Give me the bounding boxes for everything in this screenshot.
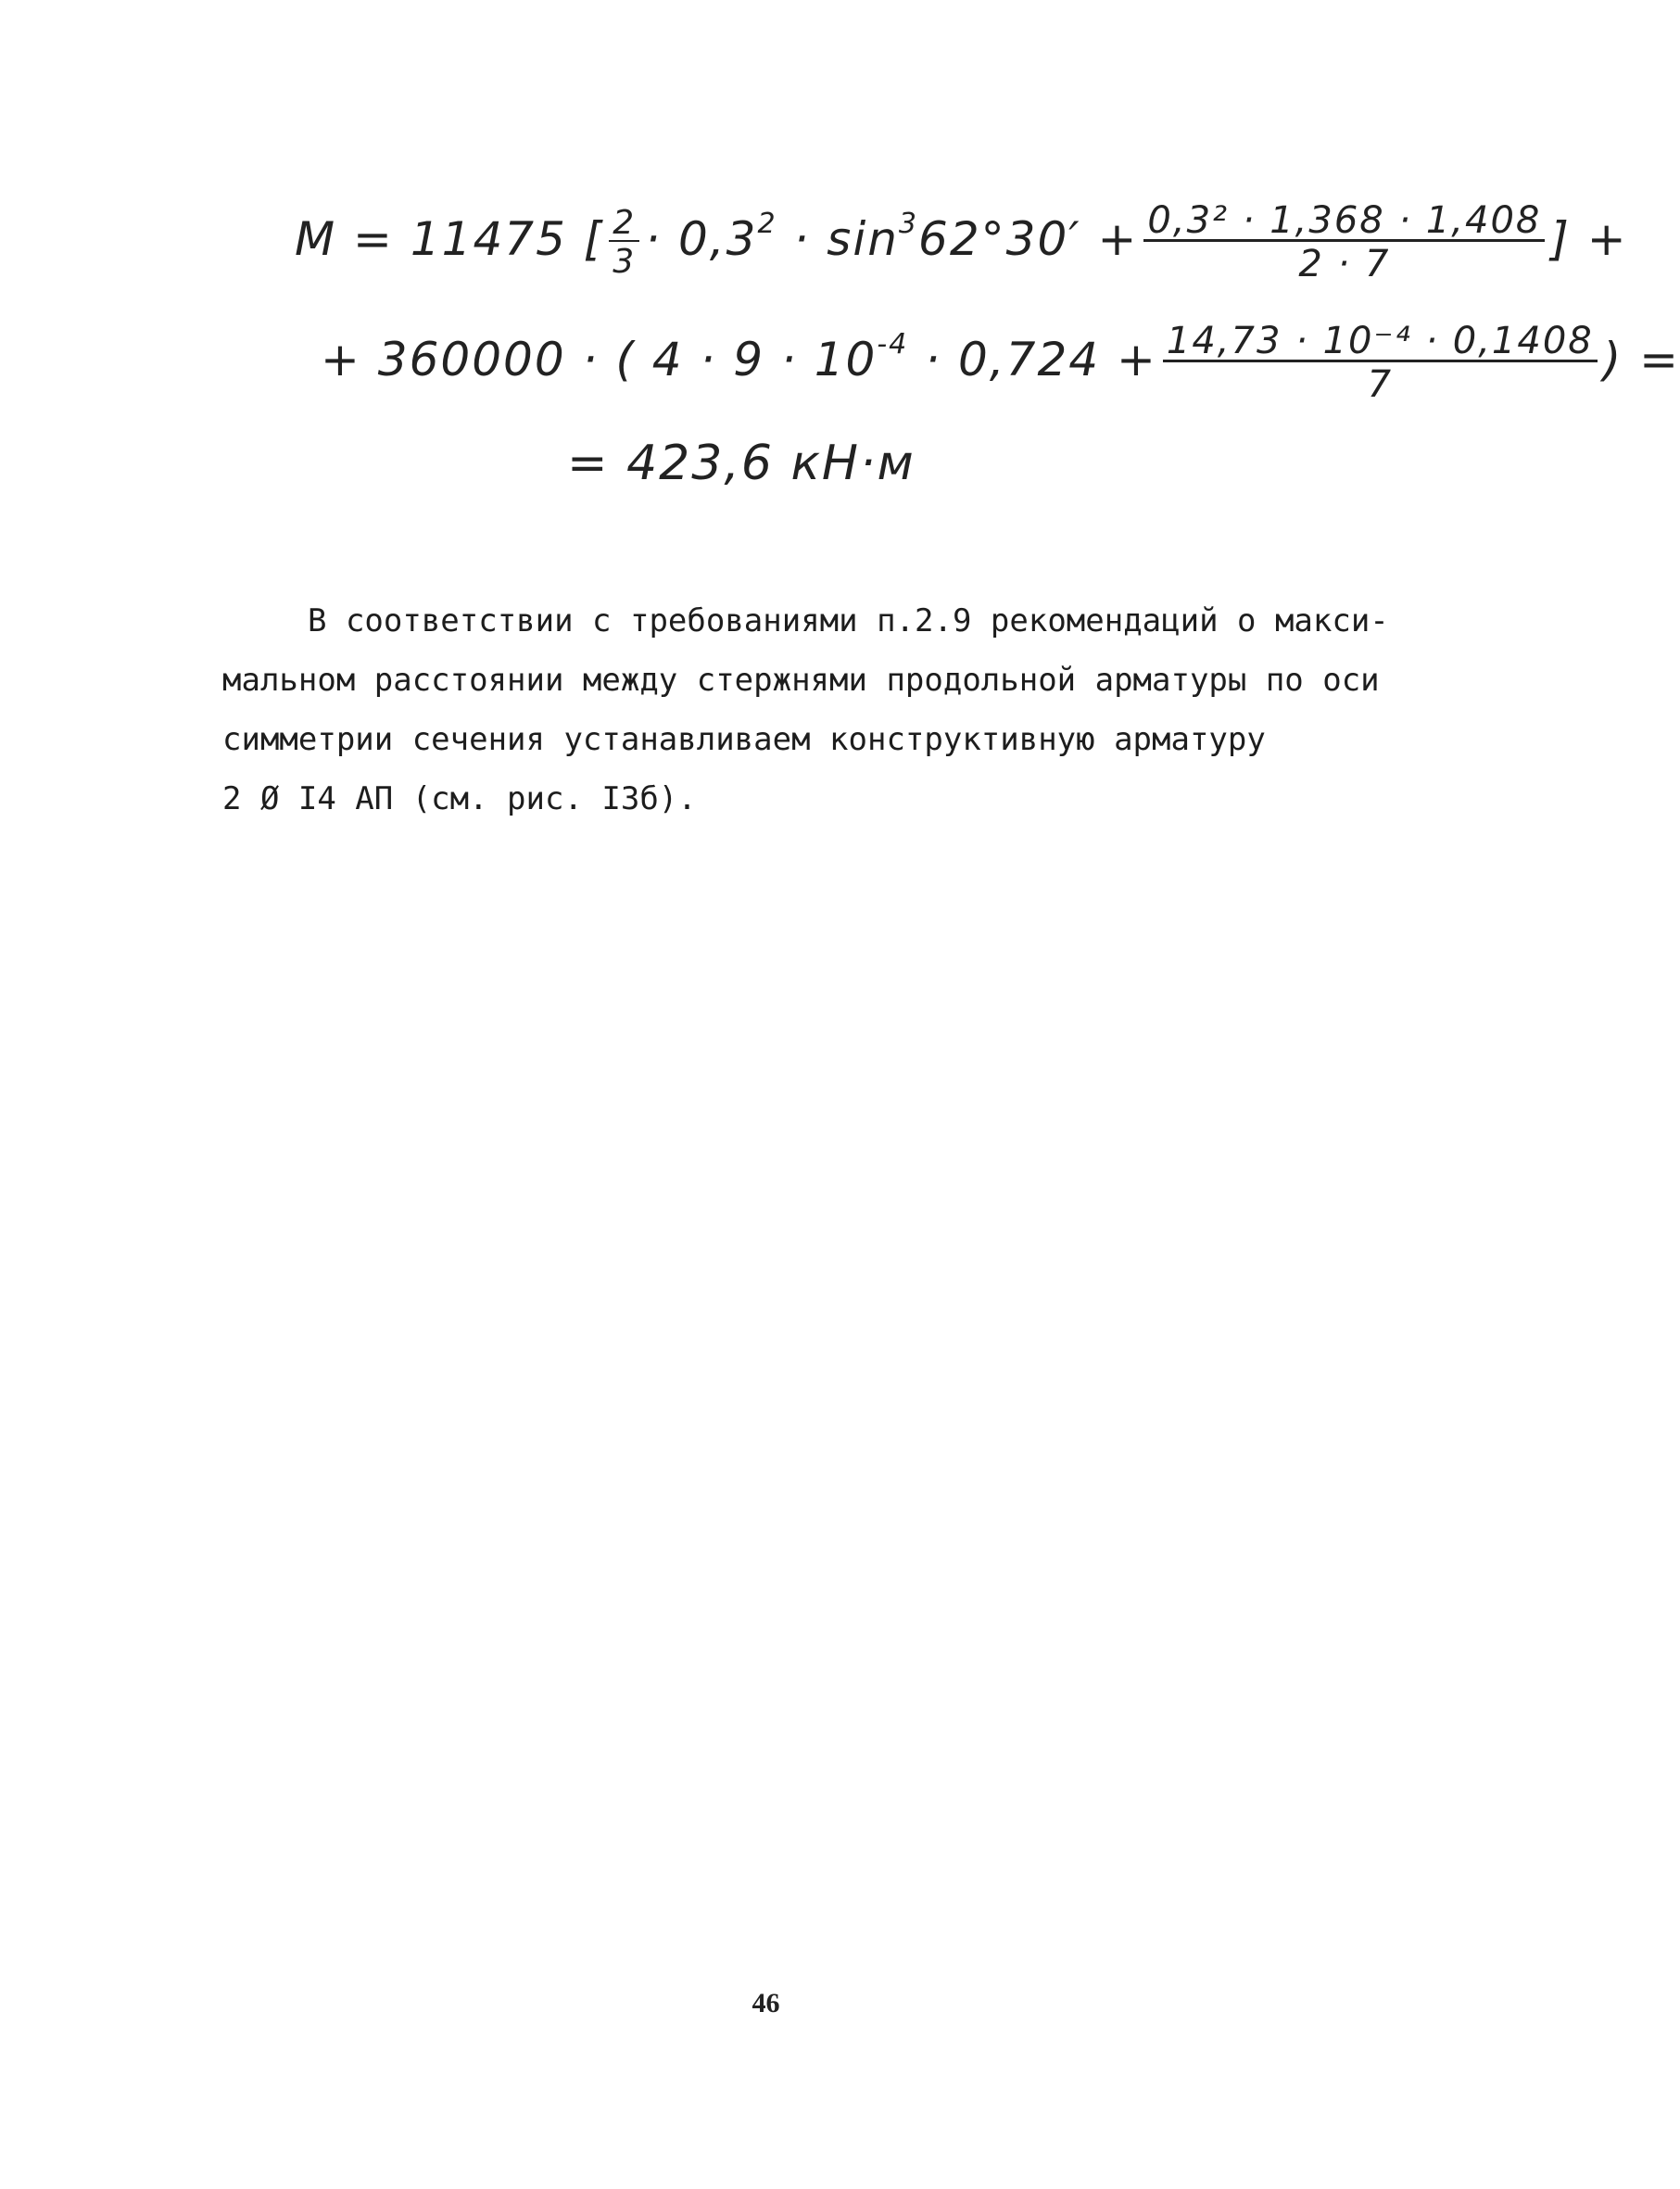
fraction-two-thirds bbox=[609, 203, 639, 281]
paragraph-line: В соответствии с требованиями п.2.9 рекомендаций о макси- bbox=[308, 602, 1389, 639]
formula-line1-mid2: · sin bbox=[793, 212, 899, 266]
formula-line1-mid3: 62°30′ + bbox=[918, 212, 1139, 266]
formula-line2-start: + 360000 · ( 4 · 9 · 10 bbox=[321, 333, 878, 386]
paragraph-line: симметрии сечения устанавливаем конструктивную арматуру bbox=[222, 721, 1266, 758]
page-number: 46 bbox=[752, 1988, 780, 2018]
formula-exponent: 3 bbox=[898, 208, 919, 240]
paragraph-line: 2 Ø I4 АП (см. рис. I3б). bbox=[222, 780, 697, 817]
fraction-secondary bbox=[1163, 320, 1598, 406]
fraction-numerator: 2 bbox=[609, 207, 639, 242]
formula-exponent: -4 bbox=[877, 328, 909, 361]
fraction-denominator: 3 bbox=[613, 242, 637, 281]
formula-line1-start: M = 11475 [ bbox=[295, 212, 604, 266]
formula-result: = 423,6 кН·м bbox=[567, 436, 916, 491]
fraction-numerator: 0,3² · 1,368 · 1,408 bbox=[1143, 202, 1545, 242]
formula-line-1 bbox=[295, 199, 1628, 285]
fraction-main bbox=[1143, 199, 1545, 285]
fraction-denominator: 7 bbox=[1367, 363, 1394, 406]
formula-exponent: 2 bbox=[757, 208, 777, 240]
paragraph-line: мальном расстоянии между стержнями продольной арматуры по оси bbox=[222, 662, 1380, 699]
formula-line2-mid: · 0,724 + bbox=[925, 333, 1157, 386]
formula-line2-end: ) = bbox=[1602, 333, 1680, 386]
formula-line1-end: ] + bbox=[1550, 212, 1628, 266]
fraction-numerator: 14,73 · 10⁻⁴ · 0,1408 bbox=[1163, 323, 1598, 362]
formula-line1-mid1: · 0,3 bbox=[645, 212, 758, 266]
fraction-denominator: 2 · 7 bbox=[1298, 243, 1391, 285]
formula-line-2 bbox=[321, 320, 1680, 406]
